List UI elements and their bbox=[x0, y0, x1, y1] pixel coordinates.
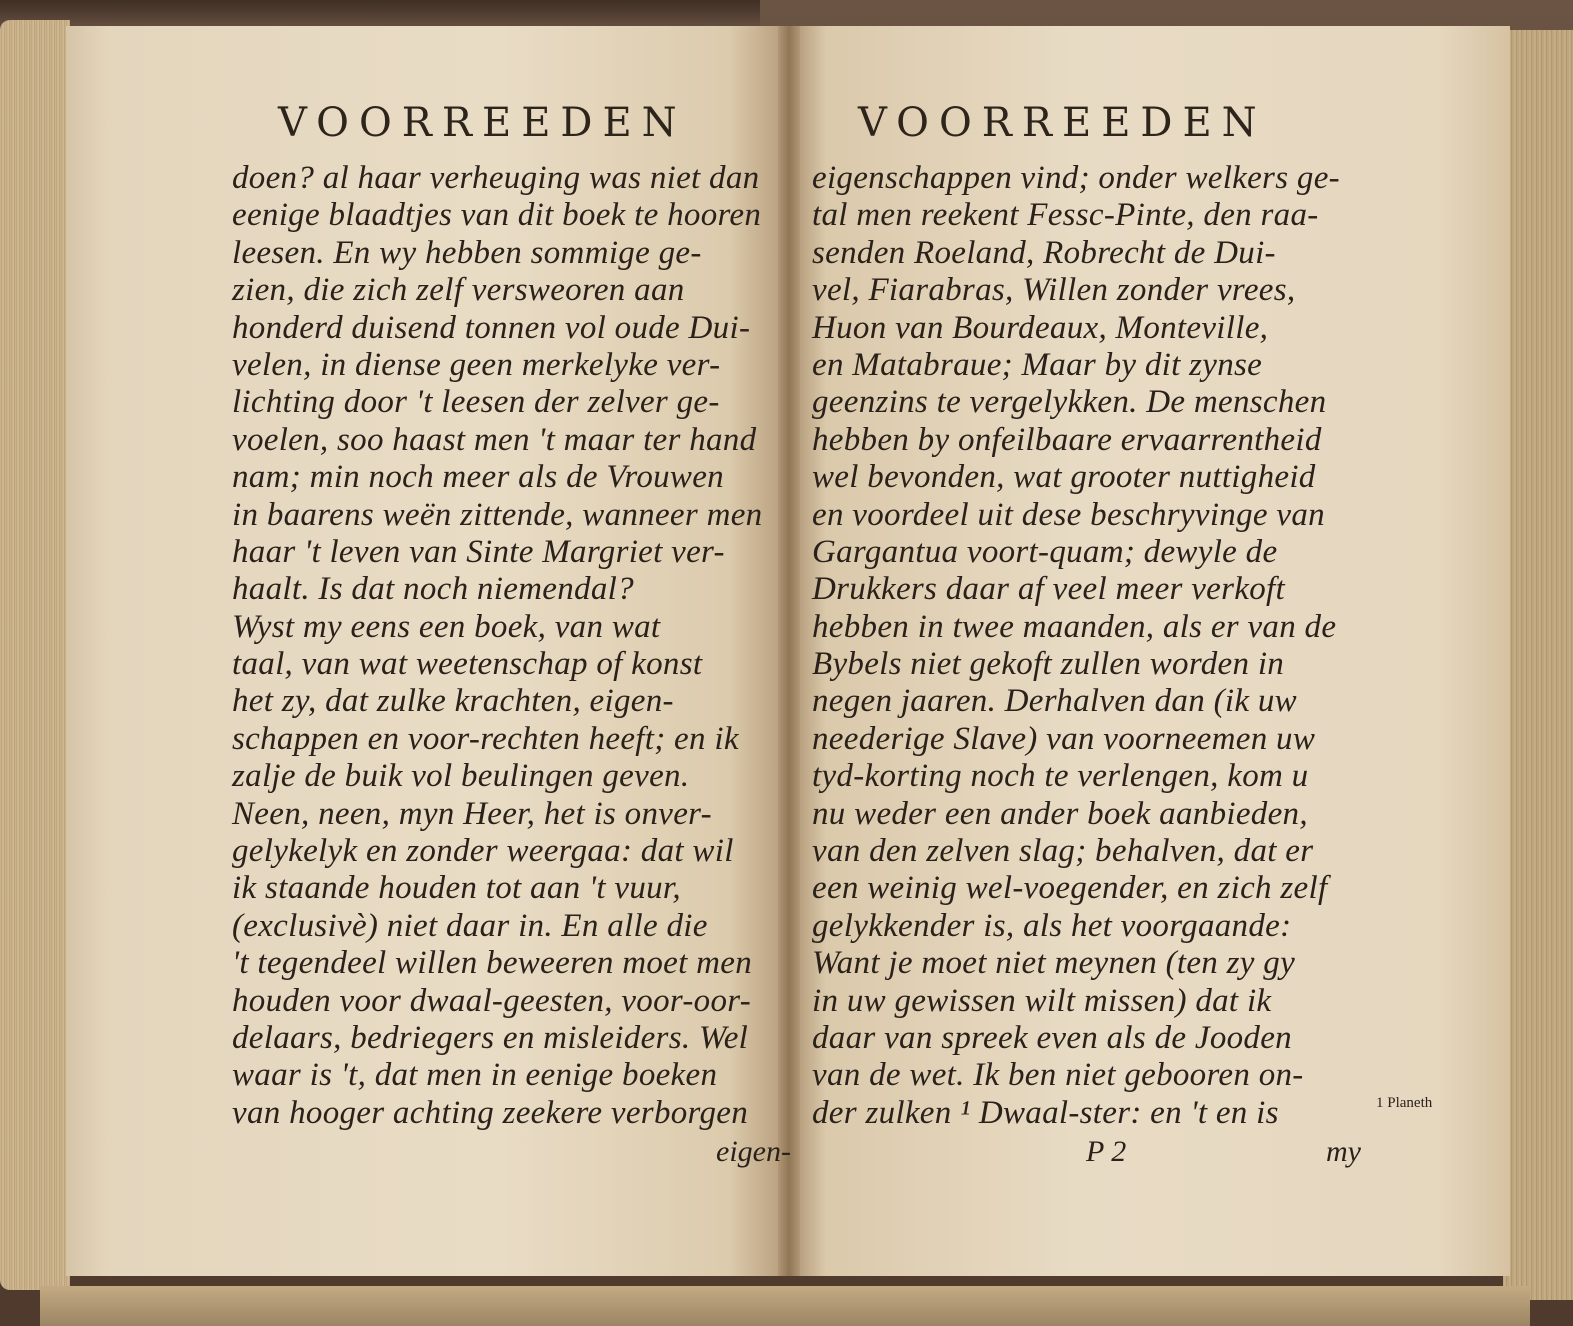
text-line: houden voor dwaal-geesten, voor-oor- bbox=[232, 982, 752, 1019]
signature-mark: P 2 bbox=[1086, 1135, 1127, 1168]
text-line: wel bevonden, wat grooter nuttigheid bbox=[812, 459, 1316, 496]
text-line: 't tegendeel willen beweeren moet men bbox=[232, 945, 753, 982]
text-line: nam; min noch meer als de Vrouwen bbox=[232, 459, 724, 496]
marginal-note: 1 Planeth bbox=[1376, 1095, 1433, 1111]
text-line: (exclusivè) niet daar in. En alle die bbox=[232, 907, 708, 944]
left-running-head: VOORREEDEN bbox=[278, 100, 687, 146]
text-line: leesen. En wy hebben sommige ge- bbox=[232, 234, 702, 271]
text-line: van de wet. Ik ben niet gebooren on- bbox=[812, 1057, 1304, 1094]
text-line: Wyst my eens een boek, van wat bbox=[232, 608, 661, 645]
text-line: gelykkender is, als het voorgaande: bbox=[812, 907, 1292, 944]
text-line: lichting door 't leesen der zelver ge- bbox=[232, 384, 720, 421]
text-line: van hooger achting zeekere verborgen bbox=[232, 1094, 749, 1131]
text-line: Huon van Bourdeaux, Monteville, bbox=[812, 309, 1269, 346]
book-gutter bbox=[778, 26, 800, 1276]
text-line: negen jaaren. Derhalven dan (ik uw bbox=[812, 683, 1297, 720]
text-line: vel, Fiarabras, Willen zonder vrees, bbox=[812, 272, 1296, 309]
text-line: nu weder een ander boek aanbieden, bbox=[812, 795, 1308, 832]
text-line: en Matabraue; Maar by dit zynse bbox=[812, 346, 1263, 383]
right-running-head: VOORREEDEN bbox=[858, 100, 1267, 146]
text-line: taal, van wat weetenschap of konst bbox=[232, 646, 703, 683]
right-catchword: my bbox=[1326, 1135, 1361, 1168]
text-line: het zy, dat zulke krachten, eigen- bbox=[232, 683, 674, 720]
text-line: der zulken ¹ Dwaal-ster: en 't en is bbox=[812, 1094, 1279, 1131]
text-line: haar 't leven van Sinte Margriet ver- bbox=[232, 533, 725, 570]
text-line: hebben by onfeilbaare ervaarrentheid bbox=[812, 421, 1322, 458]
text-line: ik staande houden tot aan 't vuur, bbox=[232, 870, 681, 907]
text-line: senden Roeland, Robrecht de Dui- bbox=[812, 234, 1276, 271]
left-fore-edge bbox=[0, 20, 70, 1290]
text-line: tal men reekent Fessc-Pinte, den raa- bbox=[812, 197, 1319, 234]
text-line: voelen, soo haast men 't maar ter hand bbox=[232, 421, 757, 458]
text-line: Neen, neen, myn Heer, het is onver- bbox=[232, 795, 712, 832]
text-line: eenige blaadtjes van dit boek te hooren bbox=[232, 197, 762, 234]
left-catchword: eigen- bbox=[716, 1135, 791, 1168]
text-line: schappen en voor-rechten heeft; en ik bbox=[232, 720, 739, 757]
text-line: honderd duisend tonnen vol oude Dui- bbox=[232, 309, 751, 346]
text-line: hebben in twee maanden, als er van de bbox=[812, 608, 1337, 645]
text-line: en voordeel uit dese beschryvinge van bbox=[812, 496, 1325, 533]
text-line: velen, in diense geen merkelyke ver- bbox=[232, 346, 721, 383]
left-page-text bbox=[232, 160, 772, 1132]
text-line: zien, die zich zelf versweoren aan bbox=[232, 272, 685, 309]
text-line: Want je moet niet meynen (ten zy gy bbox=[812, 945, 1296, 982]
bottom-page-edge bbox=[40, 1286, 1530, 1326]
right-fore-edge bbox=[1503, 30, 1573, 1300]
text-line: Gargantua voort-quam; dewyle de bbox=[812, 533, 1278, 570]
text-line: zalje de buik vol beulingen geven. bbox=[232, 758, 690, 795]
text-line: daar van spreek even als de Jooden bbox=[812, 1019, 1292, 1056]
text-line: gelykelyk en zonder weergaa: dat wil bbox=[232, 833, 734, 870]
text-line: delaars, bedriegers en misleiders. Wel bbox=[232, 1019, 749, 1056]
text-line: Drukkers daar af veel meer verkoft bbox=[812, 571, 1285, 608]
text-line: tyd-korting noch te verlengen, kom u bbox=[812, 758, 1309, 795]
text-line: van den zelven slag; behalven, dat er bbox=[812, 833, 1314, 870]
text-line: haalt. Is dat noch niemendal? bbox=[232, 571, 634, 608]
text-line: doen? al haar verheuging was niet dan bbox=[232, 160, 760, 196]
text-line: een weinig wel-voegender, en zich zelf bbox=[812, 870, 1328, 907]
text-line: eigenschappen vind; onder welkers ge- bbox=[812, 160, 1340, 196]
text-line: geenzins te vergelykken. De menschen bbox=[812, 384, 1327, 421]
text-line: in uw gewissen wilt missen) dat ik bbox=[812, 982, 1272, 1019]
text-line: waar is 't, dat men in eenige boeken bbox=[232, 1057, 718, 1094]
text-line: in baarens weën zittende, wanneer men bbox=[232, 496, 763, 533]
text-line: Bybels niet gekoft zullen worden in bbox=[812, 646, 1285, 683]
right-page-text bbox=[812, 160, 1357, 1132]
text-line: neederige Slave) van voorneemen uw bbox=[812, 720, 1316, 757]
